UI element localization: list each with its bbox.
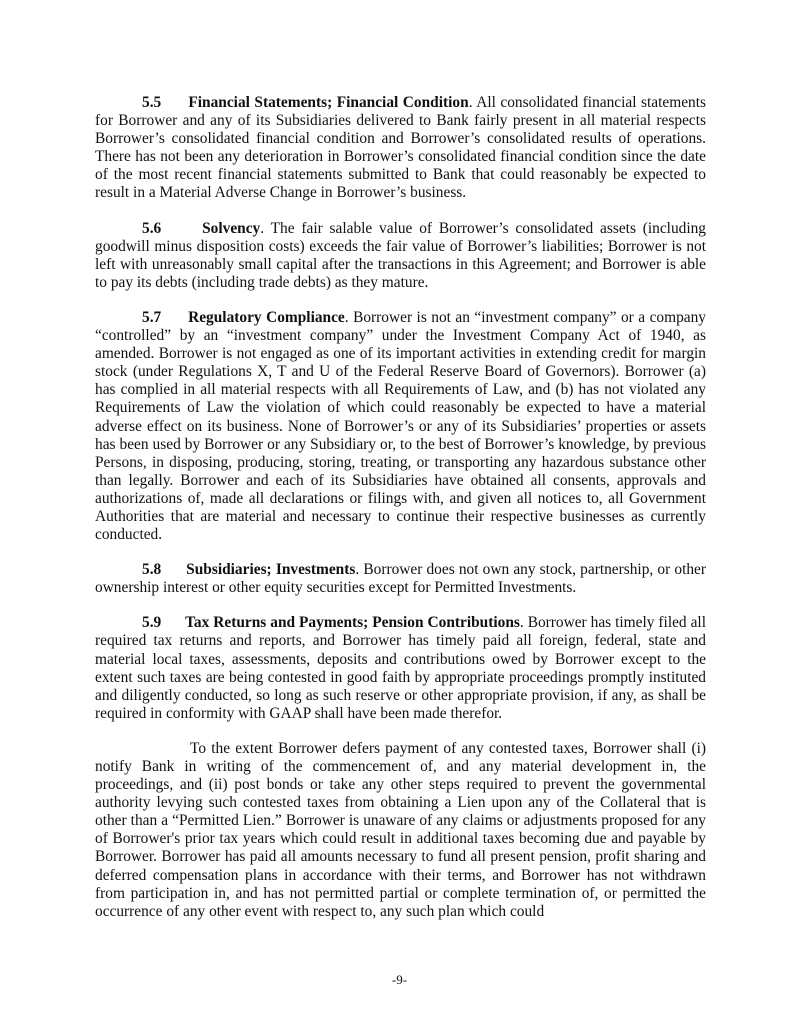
section-5-9 — [95, 614, 706, 723]
section-number: 5.9 — [142, 614, 162, 632]
section-number: 5.8 — [142, 561, 162, 579]
section-number: 5.6 — [142, 219, 162, 237]
section-heading: Tax Returns and Payments; Pension Contributions — [185, 614, 520, 632]
section-body: . The fair salable value of Borrower’s consolidated assets (including goodwill minus disposition costs) exceeds the fair value of Borrower’s liabilities; Borrower is not left with unreasonably small capital after the transactions in this Agreement; and Borrower is able to pay its debts (including trade debts) as they mature. — [95, 219, 706, 291]
section-body: . Borrower is not an “investment company” or a company “controlled” by an “investment company” under the Investment Company Act of 1940, as amended. Borrower is not engaged as one of its important activities in extending credit for margin stock (under Regulations X, T and U of the Federal Reserve Board of Governors). Borrower (a) has complied in all material respects with all Requirements of Law, and (b) has not violated any Requirements of Law the violation of which could reasonably be expected to have a material adverse effect on its business. None of Borrower’s or any of its Subsidiaries’ properties or assets has been used by Borrower or any Subsidiary or, to the best of Borrower’s knowledge, by previous Persons, in disposing, producing, storing, treating, or transporting any hazardous substance other than legally. Borrower and each of its Subsidiaries have obtained all consents, approvals and authorizations of, made all declarations or filings with, and given all notices to, all Government Authorities that are material and necessary to continue their respective businesses as currently conducted. — [95, 308, 707, 544]
section-5-7 — [95, 309, 706, 544]
section-5-8 — [95, 561, 706, 597]
section-body: . Borrower has timely filed all required tax returns and reports, and Borrower has timely paid all foreign, federal, state and material local taxes, assessments, deposits and contributions owed by Borrower except to the extent such taxes are being contested in good faith by appropriate proceedings promptly instituted and diligently conducted, so long as such reserve or other appropriate provision, if any, as shall be required in conformity with GAAP shall have been made therefor. — [95, 614, 706, 722]
section-number: 5.7 — [142, 308, 162, 326]
section-5-5 — [95, 94, 706, 203]
section-heading: Regulatory Compliance — [188, 308, 345, 326]
section-heading: Solvency — [202, 219, 261, 237]
page-number: -9- — [391, 972, 408, 987]
document-page — [95, 94, 706, 938]
section-body: . All consolidated financial statements for Borrower and any of its Subsidiaries delivered to Bank fairly present in all material respects Borrower’s consolidated financial condition and Borrower’s consolidated results of operations. There has not been any deterioration in Borrower’s consolidated financial condition since the date of the most recent financial statements submitted to Bank that could reasonably be expected to result in a Material Adverse Change in Borrower’s business. — [95, 94, 706, 202]
section-heading: Financial Statements; Financial Condition — [188, 94, 469, 111]
section-heading: Subsidiaries; Investments — [186, 561, 356, 579]
section-body: . Borrower does not own any stock, partnership, or other ownership interest or other equity securities except for Permitted Investments. — [95, 561, 706, 597]
section-number: 5.5 — [142, 94, 162, 111]
continuation-paragraph: To the extent Borrower defers payment of any contested taxes, Borrower shall (i) notify Bank in writing of the commencement of, and any material development in, the proceedings, and (ii) post bonds or take any other steps required to prevent the governmental authority levying such contested taxes from obtaining a Lien upon any of the Collateral that is other than a “Permitted Lien.” Borrower is unaware of any claims or adjustments proposed for any of Borrower's prior tax years which could result in additional taxes becoming due and payable by Borrower. Borrower has paid all amounts necessary to fund all present pension, profit sharing and deferred compensation plans in accordance with their terms, and Borrower has not withdrawn from participation in, and has not permitted partial or complete termination of, or permitted the occurrence of any other event with respect to, any such plan which could — [95, 739, 706, 920]
section-5-6 — [95, 220, 706, 292]
